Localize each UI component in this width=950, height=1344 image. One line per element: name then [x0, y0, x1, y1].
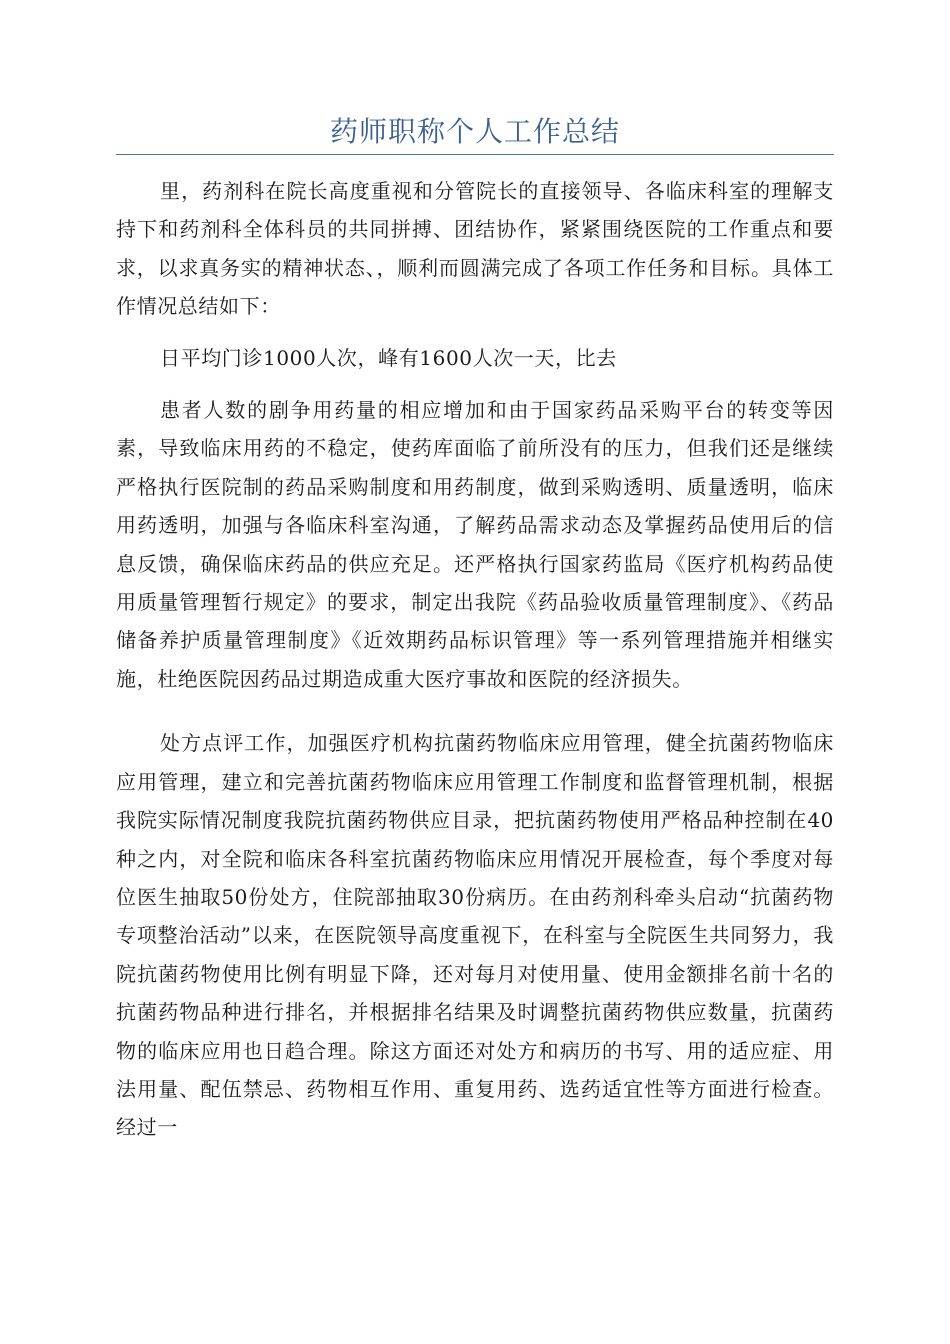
paragraph-4: 处方点评工作，加强医疗机构抗菌药物临床应用管理，健全抗菌药物临床应用管理，建立和完善抗菌药物临床应用管理工作制度和监督管理机制，根据我院实际情况制度我院抗菌药物供应目录，把抗菌药物使用严格品种控制在40种之内，对全院和临床各科室抗菌药物临床应用情况开展检查，每个季度对每位医生抽取50份处方，住院部抽取30份病历。在由药剂科牵头启动“抗菌药物专项整治活动”以来，在医院领导高度重视下，在科室与全院医生共同努力，我院抗菌药物使用比例有明显下降，还对每月对使用量、使用金额排名前十名的抗菌药物品种进行排名，并根据排名结果及时调整抗菌药物供应数量，抗菌药物的临床应用也日趋合理。除这方面还对处方和病历的书写、用的适应症、用法用量、配伍禁忌、药物相互作用、重复用药、选药适宜性等方面进行检查。经过一: [116, 731, 834, 1140]
document-title: 药师职称个人工作总结: [329, 115, 620, 148]
paragraph-2: 日平均门诊1000人次，峰有1600人次一天，比去: [160, 345, 617, 370]
title-underline: [116, 154, 834, 155]
paragraph-3: 患者人数的剧争用药量的相应增加和由于国家药品采购平台的转变等因素，导致临床用药的不稳定，使药库面临了前所没有的压力，但我们还是继续严格执行医院制的药品采购制度和用药制度，做到采购透明、质量透明，临床用药透明，加强与各临床科室沟通，了解药品需求动态及掌握药品使用后的信息反馈，确保临床药品的供应充足。还严格执行国家药监局《医疗机构药品使用质量管理暂行规定》的要求，制定出我院《药品验收质量管理制度》、《药品储备养护质量管理制度》《近效期药品标识管理》等一系列管理措施并相继实施，杜绝医院因药品过期造成重大医疗事故和医院的经济损失。: [116, 398, 834, 691]
paragraph-1: 里，药剂科在院长高度重视和分管院长的直接领导、各临床科室的理解支持下和药剂科全体科员的共同拼搏、团结协作，紧紧围绕医院的工作重点和要求，以求真务实的精神状态、，顺利而圆满完成了各项工作任务和目标。具体工作情况总结如下：: [116, 179, 834, 319]
document-body: [116, 172, 834, 1160]
